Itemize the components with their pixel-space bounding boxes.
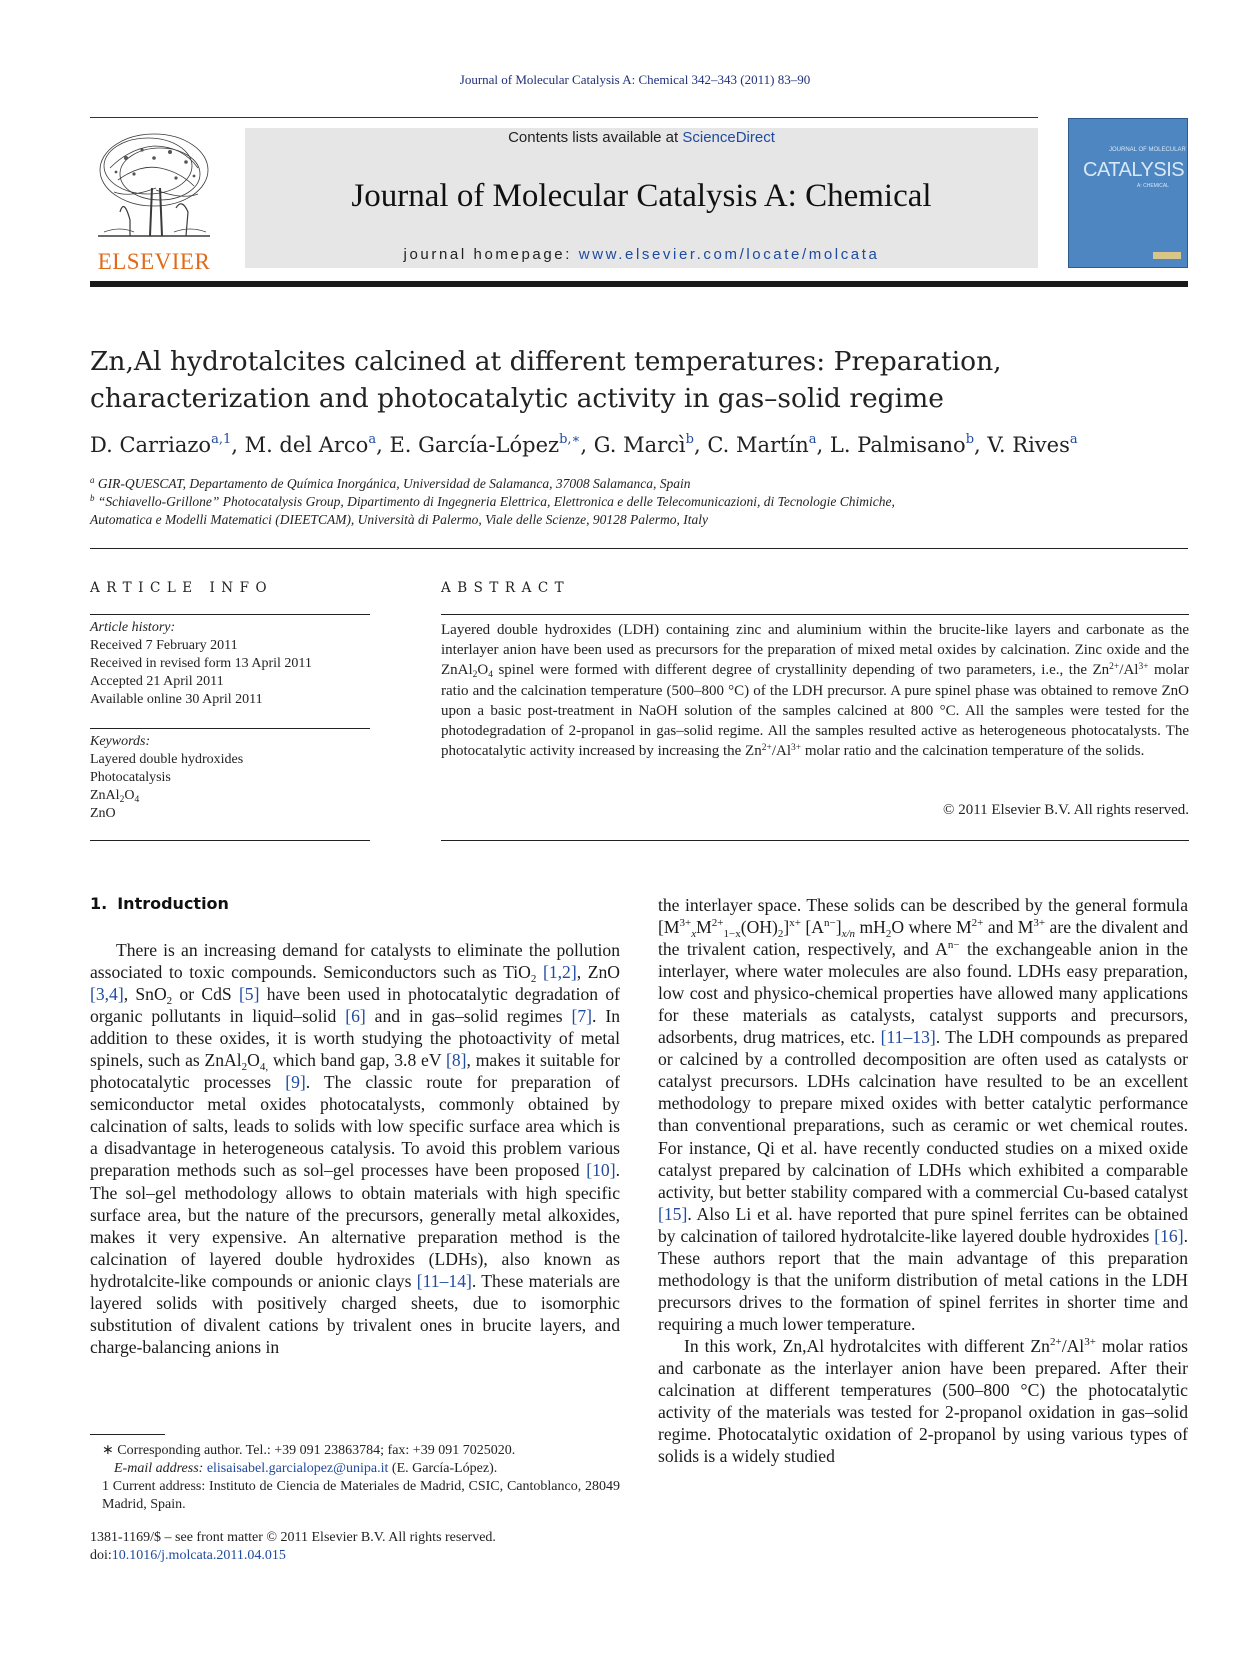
journal-cover-image [1068,118,1188,268]
cover-subtitle-2: A: CHEMICAL [1137,183,1169,189]
text-run: . Also Li et al. have reported that pure spinel ferrites can be obtained by calcination of tailored hydrotalcite-like layered double hydroxides [658,1203,1188,1246]
paper-title [90,343,1090,417]
subscript: 2 [119,795,125,805]
title-line-1: Zn,Al hydrotalcites calcined at different temperatures: Preparation, [90,346,1002,377]
revised-date: Received in revised form 13 April 2011 [90,656,312,671]
received-date: Received 7 February 2011 [90,638,238,653]
keywords-rule [90,728,370,729]
author-name: L. Palmisano [829,433,966,457]
doi-line [90,1548,286,1564]
keyword-item [90,788,139,804]
author-affiliation-mark[interactable]: b [965,432,975,447]
footnote-email [90,1460,620,1478]
abstract-run: O [477,662,489,679]
text-run: are the divalent and the trivalent cation, respectively, and A [658,917,1188,960]
text-run: , SnO [123,984,167,1005]
text-run: mH [855,917,886,938]
reference-link[interactable]: [7] [571,1006,593,1027]
affiliation-b [90,494,895,510]
author-affiliation-mark[interactable]: a [1069,432,1078,447]
text-run: ] [783,917,790,938]
issn-line: 1381-1169/$ – see front matter © 2011 Elsevier B.V. All rights reserved. [90,1530,496,1545]
history-label: Article history: [90,620,176,635]
author-affiliation-mark[interactable]: a [808,432,817,447]
text-run: There is an increasing demand for catalysts to eliminate the pollution associated to toxic compounds. Semiconductors such as TiO [90,940,620,983]
footnote-corresponding: ∗ Corresponding author. Tel.: +39 091 23863784; fax: +39 091 7025020. [102,1443,516,1458]
superscript: 2+ [971,917,984,930]
reference-link[interactable]: [5] [238,984,260,1005]
subscript: 2 [472,670,478,681]
text-run: , ZnO [576,962,620,983]
article-info-bottom-rule [90,840,370,841]
accepted-date: Accepted 21 April 2011 [90,674,224,689]
reference-link[interactable]: [9] [285,1072,306,1093]
text-run: M [696,917,712,938]
homepage-prefix: journal homepage: [403,246,579,263]
elsevier-wordmark: ELSEVIER [97,249,211,274]
cover-subtitle: JOURNAL OF MOLECULAR [1109,147,1186,153]
author-name: M. del Arco [244,433,369,457]
subscript: 4 [134,795,140,805]
keywords-label: Keywords: [90,734,151,749]
cover-sciencedirect-badge [1153,252,1181,259]
abstract-run: /Al [771,743,791,760]
superscript: 3+ [1033,917,1046,930]
superscript: 2+ [1109,662,1120,673]
author-affiliation-mark[interactable]: b,∗ [559,432,581,447]
abstract-text [441,620,1189,761]
text-run: , makes it suitable for photocatalytic processes [90,1050,620,1093]
sciencedirect-link[interactable]: ScienceDirect [682,129,775,146]
subscript: 2 [530,973,537,986]
email-suffix: (E. García-López). [388,1461,498,1476]
text-run: the exchangeable anion in the interlayer, where water molecules are also found. LDHs easy preparation, low cost and physico-chemical properties have allowed many applications for these materials as catalysts, catalyst supports and precursors, adsorbents, drug matrices, etc. [658,939,1188,1048]
abstract-bottom-rule [441,840,1189,841]
journal-name: Journal of Molecular Catalysis A: Chemical [351,178,932,214]
author-separator: , [376,433,390,457]
superscript: 2+ [761,743,772,754]
text-run: . The LDH compounds as prepared or calcined by a controlled decomposition are often used as catalysts or catalyst precursors. LDHs calcination have resulted to be an excellent methodology to prepare mixed oxides with better catalytic performance than conventional preparations, such as ceramic or wet chemical routes. For instance, Qi et al. have recently conducted studies on a mixed oxide catalyst prepared by calcination of LDHs which exhibited a comparable activity, but better stability compared with a commercial Cu-based catalyst [658,1027,1188,1202]
journal-citation[interactable]: Journal of Molecular Catalysis A: Chemical 342–343 (2011) 83–90 [459,72,811,87]
reference-link[interactable]: [15] [658,1203,688,1224]
text-run: and M [983,917,1034,938]
reference-link[interactable]: [8] [446,1050,467,1071]
journal-homepage [245,246,1038,263]
text-run: . These authors report that the main advantage of this preparation methodology is that the uniform distribution of metal cations in the LDH precursors drives to the formation of spinel ferrites in shorter time and requiring a much lower temperature. [658,1225,1188,1334]
subscript: 2 [885,928,892,941]
text-run: O where M [891,917,972,938]
text-run: which band gap, 3.8 eV [268,1050,446,1071]
doi-prefix: doi: [90,1548,112,1563]
keyword-text: O [124,788,135,803]
author-name: G. Marcì [593,433,686,457]
keyword-item: Photocatalysis [90,770,171,785]
author-separator: , [816,433,830,457]
superscript: 2+ [711,917,724,930]
superscript: 3+ [1138,662,1149,673]
body-column-right [658,894,1188,1467]
reference-link[interactable]: [1,2] [542,962,577,983]
text-run: and in gas–solid regimes [365,1006,572,1027]
text-run: /Al [1061,1335,1085,1356]
subscript: 2 [166,995,173,1008]
contents-line [245,129,1038,146]
text-run: In this work, Zn,Al hydrotalcites with different Zn [684,1335,1050,1356]
text-run: ] [835,917,842,938]
subscript: 4 [488,670,494,681]
text-run: . The sol–gel methodology allows to obtain materials with high specific surface area, but the nature of the precursors, generally metal alkoxides, makes it very expensive. An alternative preparation method is the calcination of layered double hydroxides (LDHs), also known as hydrotalcite-like compounds or anionic clays [90,1160,620,1291]
affiliation-a [90,476,691,492]
author-separator: , [974,433,988,457]
superscript: 3+ [679,917,692,930]
author-separator: , [580,433,594,457]
author-affiliation-mark[interactable]: a,1 [211,432,232,447]
section-heading [90,894,239,913]
abstract-rule [441,614,1189,615]
author-list [90,433,1190,457]
homepage-link[interactable]: www.elsevier.com/locate/molcata [578,246,880,263]
text-run: (OH) [740,917,778,938]
keyword-item: ZnO [90,806,116,821]
subscript: 2 [241,1061,248,1074]
text-run: [A [800,917,824,938]
author-name: V. Rives [987,433,1070,457]
superscript: n− [823,917,836,930]
reference-link[interactable]: [11–14] [416,1270,472,1291]
author-separator: , [231,433,245,457]
abstract-run: molar ratio and the calcination temperature of the solids. [801,743,1145,760]
superscript: x+ [789,917,801,930]
subscript: 4, [259,1061,269,1074]
contents-prefix: Contents lists available at [508,129,683,146]
section-title: Introduction [117,894,229,913]
author-affiliation-mark[interactable]: a [368,432,377,447]
author-name: E. García-López [389,433,560,457]
abstract-run: Layered double hydroxides (LDH) containing zinc and aluminium within the brucite-like layers and carbonate as the interlayer anion have been used as precursors for the preparation of mixed metal oxides by calcination. Zinc oxide and the ZnAl [441,622,1189,679]
text-run: have been used in photocatalytic degradation of organic pollutants in liquid–solid [90,984,620,1027]
affiliation-mark: b [90,493,95,503]
paragraph [658,1335,1188,1467]
abstract-heading: ABSTRACT [441,580,571,596]
email-label: E-mail address: [114,1461,207,1476]
keyword-item: Layered double hydroxides [90,752,244,767]
abstract-copyright: © 2011 Elsevier B.V. All rights reserved. [943,802,1189,818]
reference-link[interactable]: [16] [1154,1225,1184,1246]
article-info-rule [90,614,370,615]
cover-title: CATALYSIS [1083,159,1185,181]
header-thick-rule [90,281,1188,287]
paragraph [90,939,620,1358]
subscript: x/n [841,928,856,941]
reference-link[interactable]: [3,4] [90,984,124,1005]
subscript: x [691,928,697,941]
paragraph [658,894,1188,1335]
author-name: C. Martín [707,433,809,457]
text-run: O [247,1050,260,1071]
author-separator: , [693,433,708,457]
keyword-text: ZnAl [90,788,120,803]
elsevier-tree-icon [90,128,218,248]
abstract-run: molar ratio and the calcination temperature (500–800 °C) of the LDH precursor. A pure spinel phase was obtained to remove ZnO upon a basic post-treatment in NaOH solution of the samples calcined at 800 °C. All the samples were tested for the photodegradation of 2-propanol in gas–solid regime. All the samples resulted active as heterogeneous photocatalysts. The photocatalytic activity increased by increasing the Zn [441,662,1189,760]
footnote-rule [90,1434,165,1435]
text-run: molar ratios and carbonate as the interlayer anion have been prepared. After their calcination at different temperatures (500–800 °C) the photocatalytic activity of the materials was tested for 2-propanol oxidation in gas–solid regime. Photocatalytic oxidation of 2-propanol by using various types of solids is a widely studied [658,1335,1188,1467]
affiliation-text: GIR-QUESCAT, Departamento de Química Inorgánica, Universidad de Salamanca, 37008 Salamanca, Spain [97,476,691,491]
footnote-current-address: 1 Current address: Instituto de Ciencia de Materiales de Madrid, CSIC, Cantoblanco, 28049 Madrid, Spain. [102,1479,620,1512]
affiliation-mark: a [90,475,95,485]
superscript: 3+ [1084,1335,1096,1348]
article-info-heading: ARTICLE INFO [90,580,274,596]
author-affiliation-mark[interactable]: b [685,432,694,447]
section-rule [90,548,1188,549]
title-line-2: characterization and photocatalytic activity in gas–solid regime [90,383,944,414]
subscript: 2 [777,928,784,941]
superscript: 3+ [791,743,802,754]
text-run: the interlayer space. These solids can be described by the general formula [M [658,895,1188,938]
online-date: Available online 30 April 2011 [90,692,263,707]
abstract-run: /Al [1119,662,1139,679]
reference-link[interactable]: [10] [586,1160,616,1181]
affiliation-text: “Schiavello-Grillone” Photocatalysis Group, Dipartimento di Ingegneria Elettrica, Elettronica e delle Telecomunicazioni, di Tecnologie Chimiche, [97,494,895,509]
text-run: . In addition to these oxides, it is worth studying the photoactivity of metal spinels, such as ZnAl [90,1006,620,1071]
abstract-run: spinel were formed with different degree of crystallinity depending of two parameters, i.e., the Zn [493,662,1110,679]
text-run: . These materials are layered solids with positively charged sheets, due to isomorphic substitution of divalent cations by trivalent ones in brucite layers, and charge-balancing anions in [90,1270,620,1357]
section-number: 1. [90,894,108,913]
top-rule [90,117,1038,118]
reference-link[interactable]: [11–13] [880,1027,936,1048]
text-run: . The classic route for preparation of semiconductor metal oxides photocatalysts, commonly obtained by calcination of salts, leads to solids with low specific surface area which is a disadvantage in heterogeneous catalysis. To avoid this problem various preparation methods such as sol–gel processes have been proposed [90,1072,620,1181]
elsevier-logo [90,128,218,273]
superscript: 2+ [1049,1335,1062,1348]
email-link[interactable]: elisaisabel.garcialopez@unipa.it [206,1461,389,1476]
affiliation-b-line-2: Automatica e Modelli Matematici (DIEETCAM), Università di Palermo, Viale delle Scienze, 90128 Palermo, Italy [90,512,708,527]
body-column-left [90,939,620,1358]
doi-link[interactable]: 10.1016/j.molcata.2011.04.015 [111,1548,286,1563]
author-name: D. Carriazo [90,433,212,457]
superscript: n− [947,939,960,952]
text-run: or CdS [172,984,239,1005]
subscript: 1−x [723,928,741,941]
reference-link[interactable]: [6] [345,1006,366,1027]
